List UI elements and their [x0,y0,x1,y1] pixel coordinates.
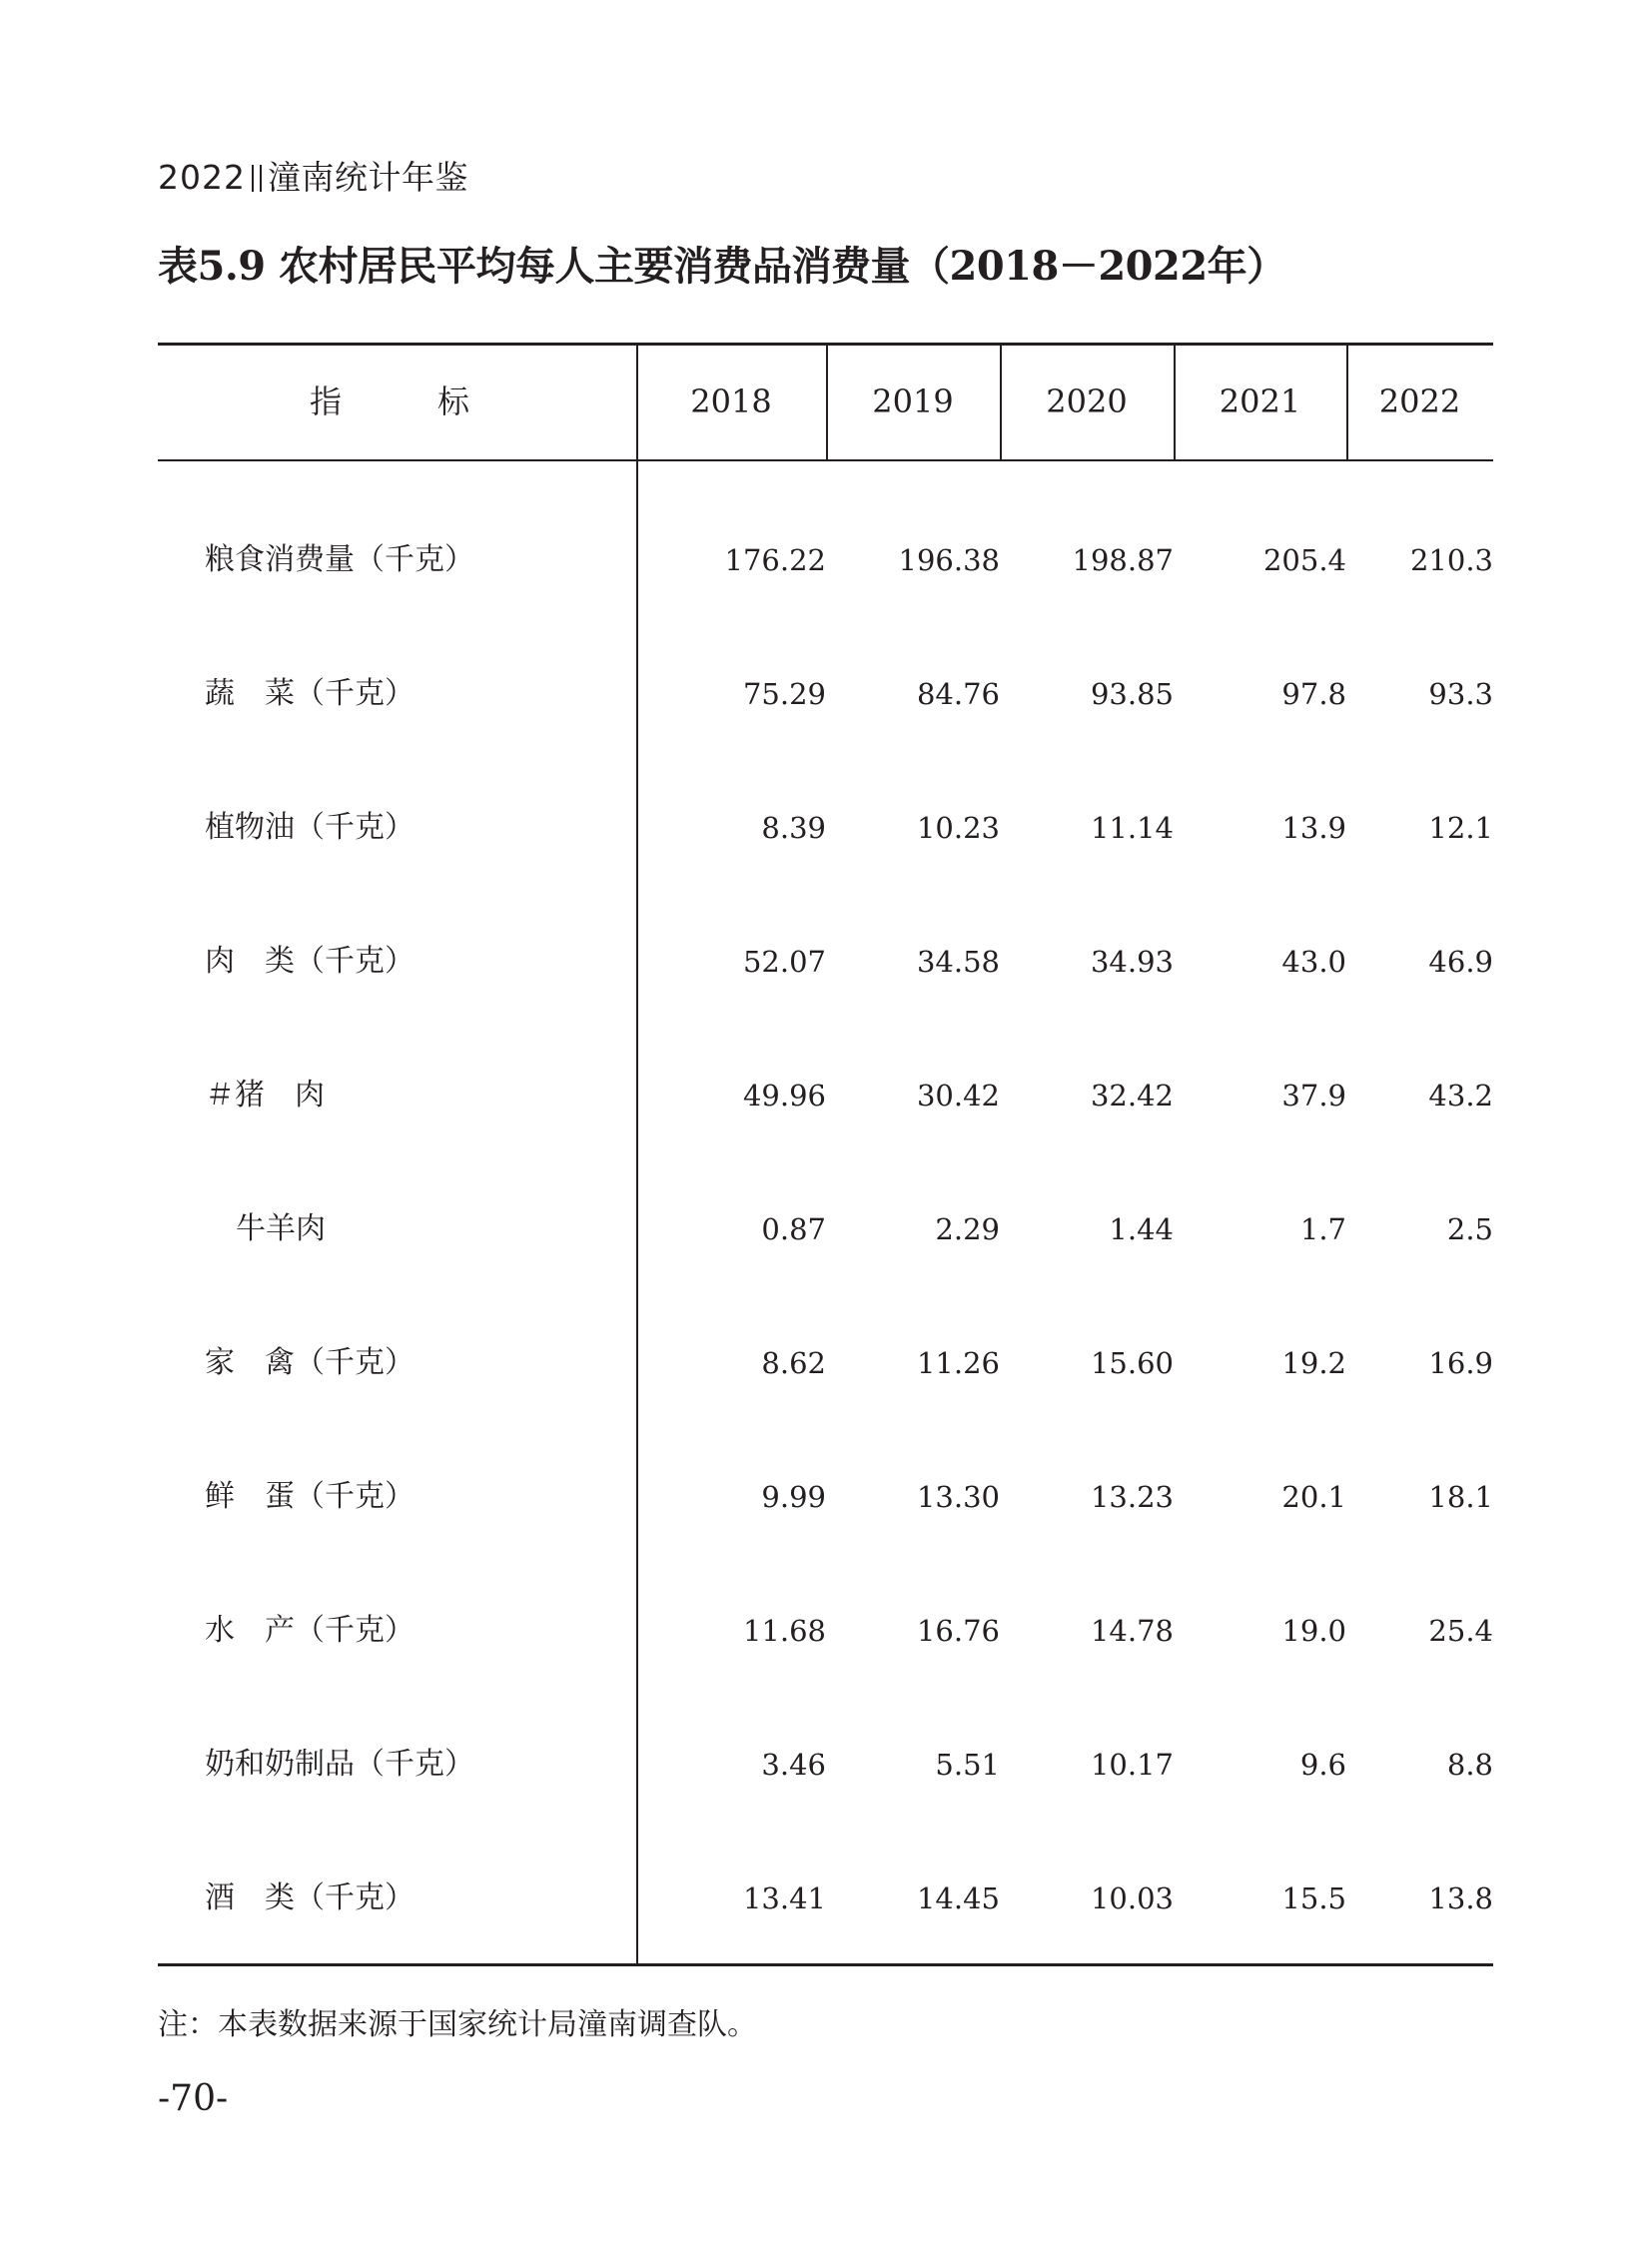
table-cell-2020: 34.93 [1090,945,1174,979]
header-indicator-label: 指 标 [310,382,470,420]
row-label: 植物油（千克） [205,810,414,845]
row-label: 肉 类（千克） [205,944,414,979]
table-cell-2020: 14.78 [1090,1614,1174,1648]
header-year-2018: 2018 [690,382,772,420]
header-year-2022: 2022 [1378,382,1461,420]
table-cell-2021: 1.7 [1299,1212,1346,1246]
table-cell-2018: 13.41 [742,1881,826,1915]
table-cell-2020: 10.03 [1090,1881,1174,1915]
table-cell-2019: 13.30 [916,1480,1000,1514]
table-cell-2018: 8.62 [761,1346,826,1380]
table-cell-2020: 11.14 [1090,811,1174,845]
table-cell-2020: 198.87 [1072,543,1174,577]
table-cell-2022: 16.9 [1428,1346,1493,1380]
table-cell-2020: 13.23 [1090,1480,1174,1514]
table-cell-2019: 14.45 [916,1881,1000,1915]
header-column-divider [1000,345,1002,460]
row-label: 牛羊肉 [236,1211,326,1246]
table-cell-2021: 205.4 [1262,543,1346,577]
running-head-separator [252,165,262,192]
table-cell-2018: 0.87 [761,1212,826,1246]
table-cell-2021: 19.2 [1281,1346,1346,1380]
table-cell-2021: 43.0 [1281,945,1346,979]
table-cell-2019: 2.29 [935,1212,1000,1246]
row-label: 粮食消费量（千克） [205,542,474,577]
table-cell-2018: 11.68 [742,1614,826,1648]
table-cell-2021: 97.8 [1281,677,1346,711]
header-year-2020: 2020 [1046,382,1128,420]
table-cell-2022: 18.1 [1428,1480,1493,1514]
table-cell-2020: 10.17 [1090,1748,1174,1782]
header-column-divider [826,345,828,460]
table-cell-2019: 16.76 [916,1614,1000,1648]
table-cell-2022: 8.8 [1446,1748,1493,1782]
table-cell-2020: 32.42 [1090,1079,1174,1113]
running-head-year: 2022 [158,158,246,197]
table-cell-2020: 93.85 [1090,677,1174,711]
table-cell-2022: 43.2 [1428,1079,1493,1113]
running-head [158,158,468,198]
table-cell-2021: 13.9 [1281,811,1346,845]
table-cell-2018: 3.46 [761,1748,826,1782]
table-cell-2021: 19.0 [1281,1614,1346,1648]
table-cell-2022: 46.9 [1428,945,1493,979]
header-column-divider [1346,345,1348,460]
header-column-divider [1174,345,1176,460]
header-year-2019: 2019 [872,382,954,420]
running-head-book-title: 潼南统计年鉴 [267,158,468,197]
row-label: 蔬 菜（千克） [205,676,414,711]
row-label: 家 禽（千克） [205,1345,414,1380]
table-cell-2021: 9.6 [1299,1748,1346,1782]
row-label: 鲜 蛋（千克） [205,1479,414,1514]
table-cell-2022: 13.8 [1428,1881,1493,1915]
table-cell-2022: 2.5 [1446,1212,1493,1246]
table-cell-2018: 52.07 [742,945,826,979]
table-cell-2019: 30.42 [916,1079,1000,1113]
table-note: 注：本表数据来源于国家统计局潼南调查队。 [158,2007,757,2042]
row-label: ＃猪 肉 [205,1078,325,1113]
table-cell-2019: 196.38 [898,543,1000,577]
table-title: 表5.9 农村居民平均每人主要消费品消费量（2018－2022年） [158,243,1286,290]
row-label: 奶和奶制品（千克） [205,1747,474,1782]
table-cell-2018: 9.99 [761,1480,826,1514]
table-cell-2018: 75.29 [742,677,826,711]
header-year-2021: 2021 [1219,382,1301,420]
table-cell-2019: 84.76 [916,677,1000,711]
table-cell-2018: 49.96 [742,1079,826,1113]
table-cell-2021: 15.5 [1281,1881,1346,1915]
table-bottom-rule [158,1963,1493,1966]
table-cell-2020: 15.60 [1090,1346,1174,1380]
table-cell-2019: 5.51 [935,1748,1000,1782]
table-cell-2018: 176.22 [724,543,826,577]
table-cell-2022: 93.3 [1428,677,1493,711]
table-cell-2021: 37.9 [1281,1079,1346,1113]
page-number: -70- [158,2078,229,2119]
table-cell-2021: 20.1 [1281,1480,1346,1514]
row-label: 水 产（千克） [205,1613,414,1648]
table-cell-2019: 11.26 [916,1346,1000,1380]
table-cell-2022: 12.1 [1428,811,1493,845]
table-cell-2020: 1.44 [1109,1212,1174,1246]
table-cell-2019: 10.23 [916,811,1000,845]
label-column-divider [636,345,638,1963]
table-cell-2018: 8.39 [761,811,826,845]
table-cell-2019: 34.58 [916,945,1000,979]
row-label: 酒 类（千克） [205,1880,414,1915]
table-cell-2022: 210.3 [1409,543,1493,577]
table-cell-2022: 25.4 [1428,1614,1493,1648]
